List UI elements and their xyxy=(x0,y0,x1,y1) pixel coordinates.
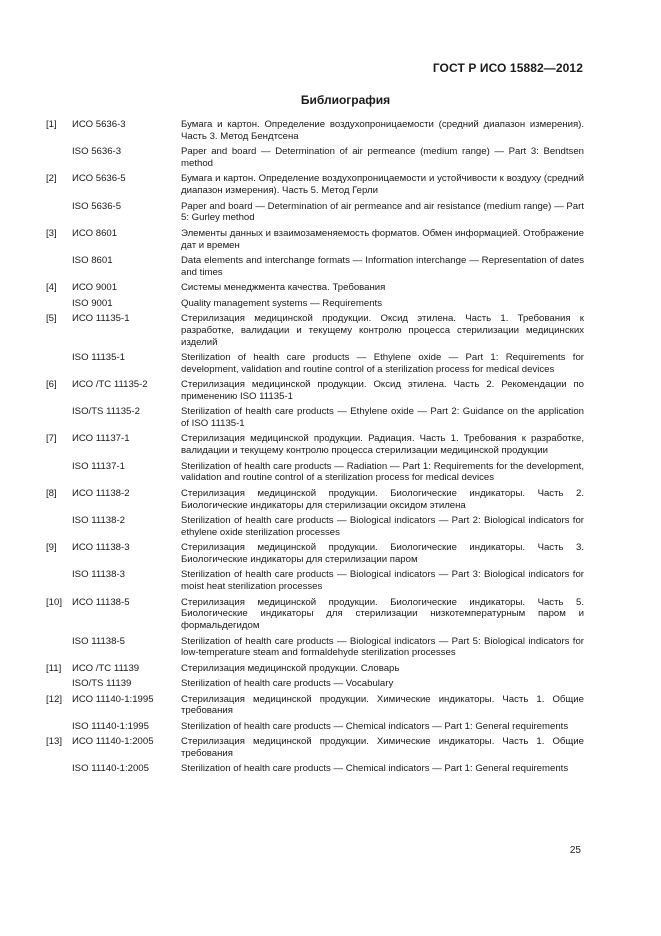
bibliography-entry xyxy=(46,597,584,660)
bibliography-row xyxy=(46,282,584,294)
page-title: Библиография xyxy=(300,93,391,107)
bibliography-row xyxy=(46,298,584,310)
standard-code: ISO 11137-1 xyxy=(72,460,125,472)
bibliography-entry xyxy=(46,379,584,430)
bibliography-row xyxy=(46,461,584,485)
bibliography-entry xyxy=(46,119,584,170)
entry-number: [9] xyxy=(46,542,57,554)
standard-code: ИСО 11140-1:1995 xyxy=(72,693,154,705)
bibliography-row xyxy=(46,542,584,566)
standard-title: Стерилизация медицинской продукции. Химические индикаторы. Часть 1. Общие требования xyxy=(181,736,584,759)
standard-title: Стерилизация медицинской продукции. Радиация. Часть 1. Требования к разработке, валидации и текущему контролю процесса стерилизации медицинской продукции xyxy=(181,433,584,457)
bibliography-row xyxy=(46,736,584,760)
standard-code: ISO 11140-1:1995 xyxy=(72,720,149,732)
standard-code: ИСО /ТС 11139 xyxy=(72,662,140,674)
bibliography-row xyxy=(46,678,584,690)
entry-number: [12] xyxy=(46,693,63,705)
bibliography-row xyxy=(46,255,584,279)
standard-code: ISO 11138-3 xyxy=(72,569,125,581)
bibliography-row xyxy=(46,228,584,252)
standard-title: Стерилизация медицинской продукции. Оксид этилена. Часть 2. Рекомендации по применению ISO 11135-1 xyxy=(181,379,584,402)
entry-number: [11] xyxy=(46,662,62,674)
standard-title: Стерилизация медицинской продукции. Биологические индикаторы. Часть 3. Биологические индикаторы для стерилизации паром xyxy=(181,542,584,565)
standard-code: ИСО /ТС 11135-2 xyxy=(72,379,148,391)
entry-number: [3] xyxy=(46,227,57,239)
bibliography-row xyxy=(46,488,584,512)
standard-title: Sterilization of health care products — Biological indicators — Part 5: Biological indicators for low-temperature steam and formaldehyde sterilization processes xyxy=(181,635,584,659)
entry-number xyxy=(46,461,72,485)
bibliography-entry xyxy=(46,313,584,376)
standard-title: Data elements and interchange formats — Information interchange — Representation of dates and times xyxy=(181,254,584,278)
standard-title: Элементы данных и взаимозаменяемость форматов. Обмен информацией. Отображение дат и времен xyxy=(181,227,584,251)
standard-code: ISO 8601 xyxy=(72,254,113,266)
entry-number xyxy=(46,255,72,279)
standard-code: ИСО 11138-3 xyxy=(72,542,130,554)
standard-title: Стерилизация медицинской продукции. Биологические индикаторы. Часть 2. Биологические индикаторы для стерилизации оксидом этилена xyxy=(181,487,584,511)
entry-number xyxy=(46,406,72,430)
standard-title: Стерилизация медицинской продукции. Химические индикаторы. Часть 1. Общие требования xyxy=(181,693,584,717)
entry-number xyxy=(46,352,72,376)
standard-title: Бумага и картон. Определение воздухопроницаемости (средний диапазон измерения). Часть 3. Метод Бендтсена xyxy=(181,119,584,142)
standard-code: ИСО 5636-3 xyxy=(72,119,126,130)
bibliography-entry xyxy=(46,736,584,775)
standard-title: Sterilization of health care products — Chemical indicators — Part 1: General requirements xyxy=(181,763,569,775)
bibliography-row xyxy=(46,515,584,539)
bibliography-entry xyxy=(46,663,584,690)
entry-number: [13] xyxy=(46,736,63,748)
bibliography-entry xyxy=(46,542,584,593)
entry-number: [4] xyxy=(46,282,57,294)
entry-number: [5] xyxy=(46,312,57,324)
bibliography-entry xyxy=(46,433,584,484)
standard-title: Sterilization of health care products — Vocabulary xyxy=(181,678,394,690)
entry-number: [7] xyxy=(46,433,57,445)
bibliography-entry xyxy=(46,173,584,224)
standard-code: ИСО 5636-5 xyxy=(72,173,126,185)
standard-code: ИСО 11138-2 xyxy=(72,487,130,499)
standard-code: ISO 9001 xyxy=(72,297,113,309)
bibliography-row xyxy=(46,433,584,457)
standard-code: ISO 5636-5 xyxy=(72,200,122,212)
standard-code: ИСО 11138-5 xyxy=(72,596,130,608)
bibliography-row xyxy=(46,406,584,430)
entry-number xyxy=(46,298,72,310)
standard-title: Системы менеджмента качества. Требования xyxy=(181,282,386,294)
bibliography-row xyxy=(46,569,584,593)
standard-code: ISO/TS 11135-2 xyxy=(72,406,140,418)
bibliography-entry xyxy=(46,488,584,539)
standard-title: Бумага и картон. Определение воздухопроницаемости и устойчивости к воздуху (средний диапазон измерения). Часть 5. Метод Герли xyxy=(181,173,584,197)
entry-number xyxy=(46,146,72,170)
document-header: ГОСТ Р ИСО 15882—2012 xyxy=(432,61,583,75)
bibliography-row xyxy=(46,146,584,170)
standard-code: ИСО 9001 xyxy=(72,282,118,294)
standard-title: Sterilization of health care products — Chemical indicators — Part 1: General requirements xyxy=(181,720,569,732)
bibliography-row xyxy=(46,352,584,376)
entry-number: [8] xyxy=(46,487,57,499)
standard-title: Sterilization of health care products — Biological indicators — Part 3: Biological indicators for moist heat sterilization processes xyxy=(181,569,584,593)
standard-code: ИСО 11140-1:2005 xyxy=(72,736,154,748)
standard-code: ISO 11135-1 xyxy=(72,351,125,363)
bibliography-entry xyxy=(46,228,584,279)
bibliography-row xyxy=(46,201,584,225)
bibliography-row xyxy=(46,597,584,632)
entry-number: [10] xyxy=(46,596,63,608)
standard-title: Sterilization of health care products — Ethylene oxide — Part 1: Requirements for development, validation and routine control of a sterilization process for medical devices xyxy=(181,351,584,375)
entry-number xyxy=(46,721,72,733)
standard-title: Стерилизация медицинской продукции. Оксид этилена. Часть 1. Требования к разработке, валидации и текущему контролю процесса стерилизации медицинских изделий xyxy=(181,312,584,348)
bibliography-entry xyxy=(46,694,584,733)
standard-code: ISO 11138-5 xyxy=(72,635,125,647)
bibliography-row xyxy=(46,173,584,197)
bibliography-row xyxy=(46,313,584,348)
bibliography-row xyxy=(46,694,584,718)
standard-title: Sterilization of health care products — Radiation — Part 1: Requirements for the development, validation and routine control of a sterilization process for medical devices xyxy=(181,460,584,484)
bibliography-row xyxy=(46,379,584,403)
standard-code: ISO 5636-3 xyxy=(72,146,122,158)
page-number: 25 xyxy=(569,845,581,856)
standard-code: ISO 11140-1:2005 xyxy=(72,763,149,775)
entry-number xyxy=(46,763,72,775)
standard-title: Paper and board — Determination of air permeance (medium range) — Part 3: Bendtsen method xyxy=(181,146,584,169)
entry-number: [2] xyxy=(46,173,57,185)
entry-number xyxy=(46,201,72,225)
bibliography-list xyxy=(46,119,584,779)
bibliography-row xyxy=(46,636,584,660)
entry-number: [1] xyxy=(46,119,57,130)
bibliography-row xyxy=(46,663,584,675)
entry-number xyxy=(46,678,72,690)
standard-title: Paper and board — Determination of air permeance and air resistance (medium range) — Part 5: Gurley method xyxy=(181,200,584,224)
entry-number xyxy=(46,569,72,593)
standard-title: Sterilization of health care products — Ethylene oxide — Part 2: Guidance on the application of ISO 11135-1 xyxy=(181,406,584,430)
standard-title: Quality management systems — Requirements xyxy=(181,297,383,309)
standard-code: ИСО 8601 xyxy=(72,227,118,239)
bibliography-entry xyxy=(46,282,584,309)
standard-code: ИСО 11135-1 xyxy=(72,312,130,324)
standard-title: Sterilization of health care products — Biological indicators — Part 2: Biological indicators for ethylene oxide sterilization processes xyxy=(181,515,584,538)
standard-title: Стерилизация медицинской продукции. Биологические индикаторы. Часть 5. Биологические индикаторы для стерилизации низкотемпературным паром и формальдегидом xyxy=(181,596,584,632)
entry-number: [6] xyxy=(46,379,57,391)
bibliography-row xyxy=(46,119,584,143)
standard-title: Стерилизация медицинской продукции. Словарь xyxy=(181,662,400,674)
entry-number xyxy=(46,636,72,660)
standard-code: ИСО 11137-1 xyxy=(72,433,130,445)
entry-number xyxy=(46,515,72,539)
standard-code: ISO/TS 11139 xyxy=(72,678,132,690)
bibliography-row xyxy=(46,721,584,733)
standard-code: ISO 11138-2 xyxy=(72,515,125,527)
bibliography-row xyxy=(46,763,584,775)
